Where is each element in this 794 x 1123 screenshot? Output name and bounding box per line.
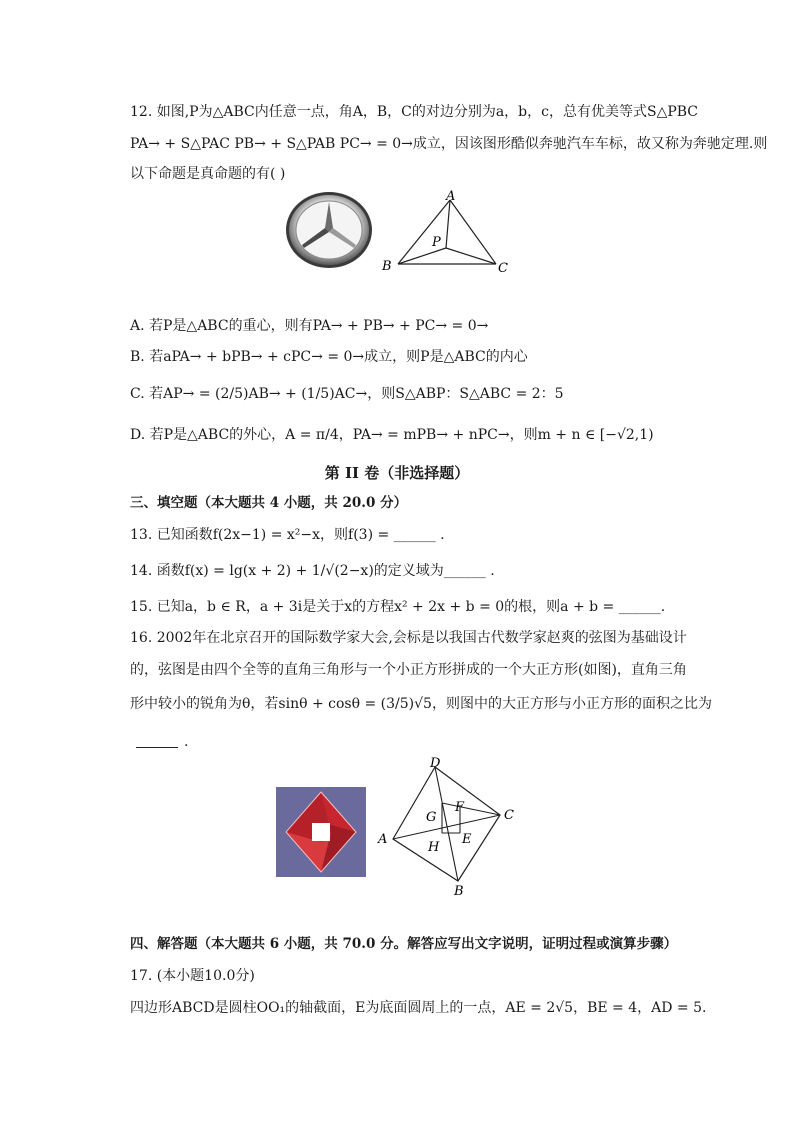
part2-title: 第 II 卷（非选择题） xyxy=(324,464,470,482)
label-f: F xyxy=(455,800,465,815)
section3-heading: 三、填空题（本大题共 4 小题，共 20.0 分） xyxy=(130,495,408,511)
label-b2: B xyxy=(454,884,464,899)
q16-line3: 形中较小的锐角为θ，若sinθ + cosθ = (3/5)√5，则图中的大正方形与小正方形的面积之比为 xyxy=(130,696,712,712)
q14: 14. 函数f(x) = lg(x + 2) + 1/√(2−x)的定义域为______ . xyxy=(130,563,495,579)
answer-blank xyxy=(136,733,178,748)
label-d: D xyxy=(430,756,441,771)
q13: 13. 已知函数f(2x−1) = x²−x，则f(3) = ______ . xyxy=(130,527,445,543)
congress-logo-figure xyxy=(276,787,366,877)
q16-line4: . xyxy=(130,732,690,752)
q12-line2: PA→ + S△PAC PB→ + S△PAB PC→ = 0→成立，因该图形酷似奔驰汽车车标，故又称为奔驰定理.则 xyxy=(130,136,768,152)
q17-line1: 17. (本小题10.0分) xyxy=(130,968,255,984)
q12-line1: 12. 如图,P为△ABC内任意一点，角A，B，C的对边分别为a，b，c，总有优美等式S△PBC xyxy=(130,104,699,120)
q12-option-c: C. 若AP→ = (2/5)AB→ + (1/5)AC→，则S△ABP：S△ABC = 2：5 xyxy=(130,386,564,402)
label-h: H xyxy=(428,840,440,855)
label-a: A xyxy=(446,189,456,204)
q12-option-d: D. 若P是△ABC的外心，A = π/4，PA→ = mPB→ + nPC→，则m + n ∈ [−√2,1) xyxy=(130,427,654,443)
q16-line1: 16. 2002年在北京召开的国际数学家大会,会标是以我国古代数学家赵爽的弦图为基础设计 xyxy=(130,630,687,646)
string-diagram-figure xyxy=(370,753,530,903)
label-g: G xyxy=(426,810,437,825)
q12-option-b: B. 若aPA→ + bPB→ + cPC→ = 0→成立，则P是△ABC的内心 xyxy=(130,349,528,365)
q15: 15. 已知a，b ∈ R，a + 3i是关于x的方程x² + 2x + b = 0的根，则a + b = ______. xyxy=(130,599,666,615)
mercedes-logo-figure xyxy=(284,190,374,270)
label-e: E xyxy=(462,832,472,847)
q12-line3: 以下命题是真命题的有( ) xyxy=(130,166,286,182)
label-b: B xyxy=(382,259,392,274)
q17-line2: 四边形ABCD是圆柱OO₁的轴截面，E为底面圆周上的一点，AE = 2√5，BE = 4，AD = 5. xyxy=(130,1000,707,1016)
label-c: C xyxy=(498,261,508,276)
label-c2: C xyxy=(504,808,514,823)
label-p: P xyxy=(432,235,441,250)
q12-option-a: A. 若P是△ABC的重心，则有PA→ + PB→ + PC→ = 0→ xyxy=(130,318,489,334)
q16-line2: 的，弦图是由四个全等的直角三角形与一个小正方形拼成的一个大正方形(如图)，直角三角 xyxy=(130,662,687,678)
triangle-abc-figure xyxy=(378,186,518,278)
section4-heading: 四、解答题（本大题共 6 小题，共 70.0 分。解答应写出文字说明，证明过程或演算步骤） xyxy=(130,936,678,952)
label-a2: A xyxy=(378,832,388,847)
